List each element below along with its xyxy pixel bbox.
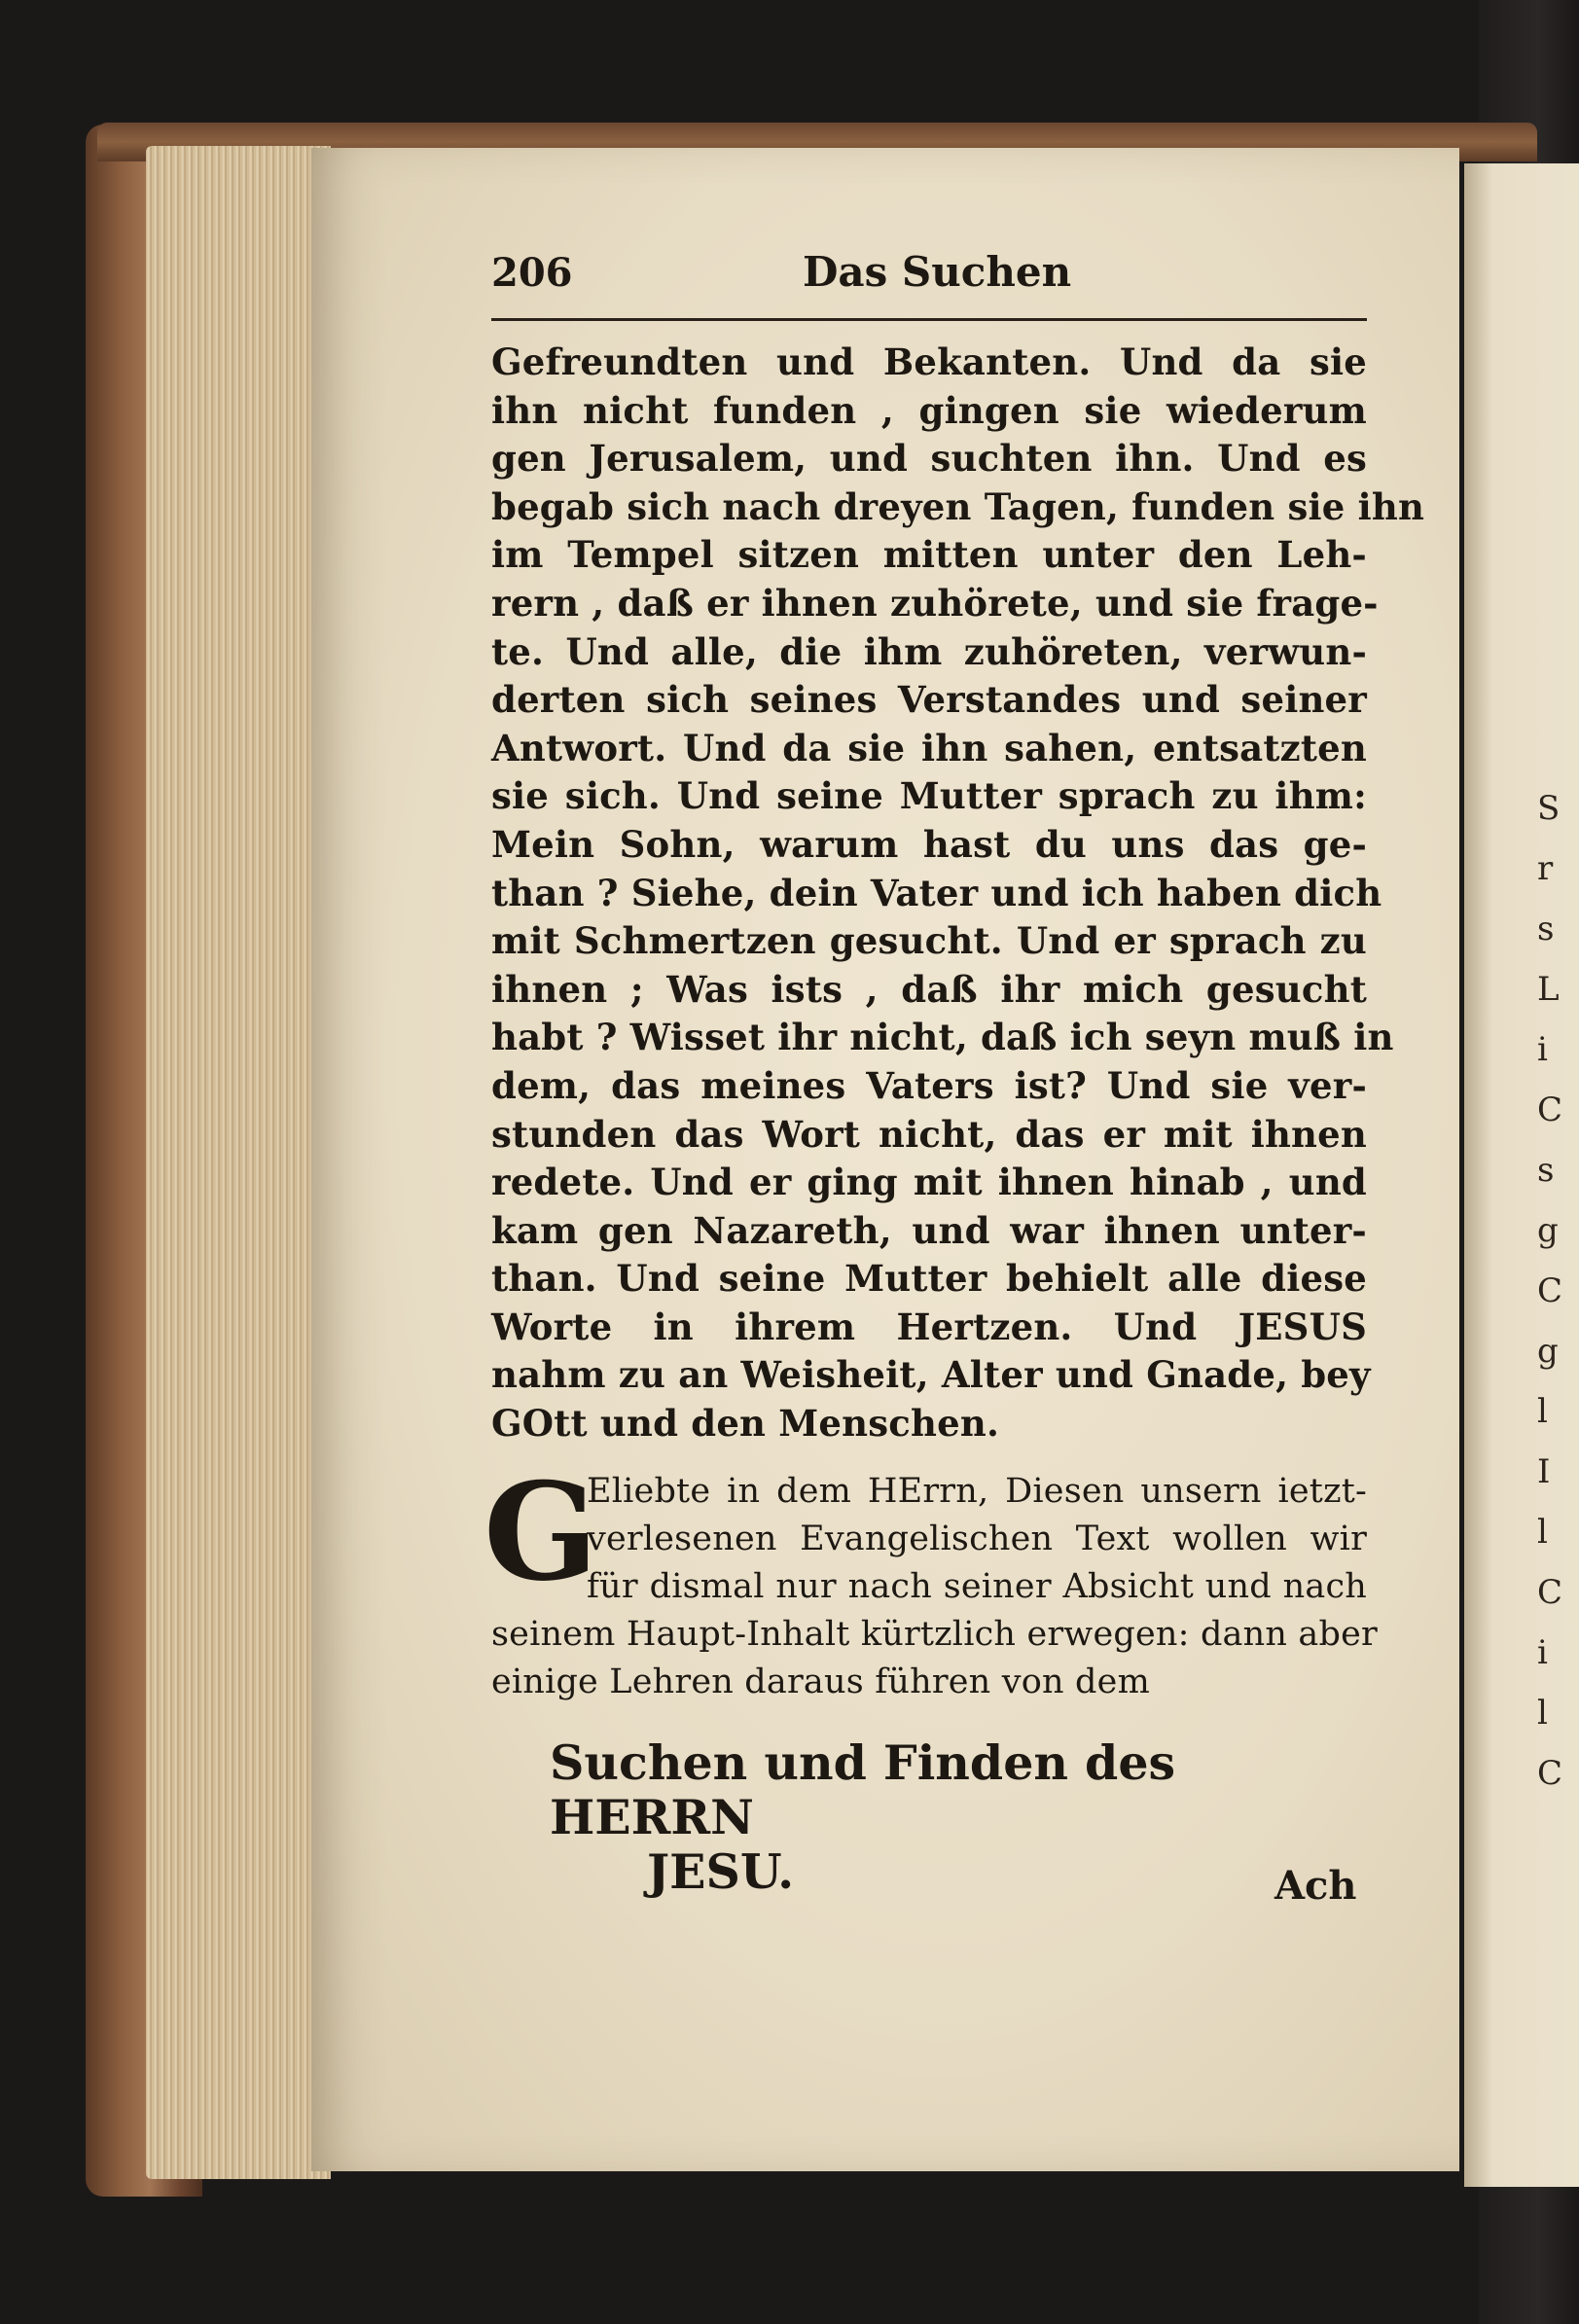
fragment-glyph: l	[1537, 1392, 1548, 1431]
text-line: habt ? Wisset ihr nicht, daß ich seyn muß in	[491, 1016, 1394, 1059]
sermon-line: einige Lehren daraus führen von dem	[491, 1662, 1150, 1701]
running-title: Das Suchen	[803, 248, 1072, 296]
text-line: derten sich seines Verstandes und seiner	[491, 678, 1367, 722]
drop-initial: G	[484, 1451, 598, 1611]
page-block-edges	[146, 146, 331, 2179]
fragment-glyph: l	[1537, 1694, 1548, 1733]
text-line: Gefreundten und Bekanten. Und da sie	[491, 340, 1367, 383]
facing-page-text-fragments	[1537, 778, 1579, 1848]
fragment-glyph: s	[1537, 1151, 1555, 1190]
fragment-glyph: C	[1537, 1573, 1563, 1612]
catchword: Ach	[1274, 1863, 1357, 1909]
sermon-line: für dismal nur nach seiner Absicht und nach	[587, 1566, 1367, 1606]
fragment-glyph: C	[1537, 1754, 1563, 1793]
text-line: than. Und seine Mutter behielt alle diese	[491, 1257, 1367, 1301]
sermon-line: Eliebte in dem HErrn, Diesen unsern ietzt-	[587, 1471, 1367, 1511]
page-header	[491, 248, 1367, 316]
heading-line-2: JESU.	[647, 1842, 795, 1900]
text-line: ihn nicht funden , gingen sie wiederum	[491, 388, 1367, 432]
text-line: kam gen Nazareth, und war ihnen unter-	[491, 1208, 1367, 1252]
text-line: gen Jerusalem, und suchten ihn. Und es	[491, 437, 1367, 481]
heading-line-1: Suchen und Finden des HERRN	[550, 1734, 1176, 1845]
text-line: mit Schmertzen gesucht. Und er sprach zu	[491, 919, 1367, 963]
sermon-heading	[491, 1735, 1367, 1899]
text-line: nahm zu an Weisheit, Alter und Gnade, bey	[491, 1353, 1371, 1397]
fragment-glyph: r	[1537, 849, 1554, 888]
text-line: GOtt und den Menschen.	[491, 1402, 1000, 1446]
sermon-line: seinem Haupt-Inhalt kürtzlich erwegen: dann aber	[491, 1614, 1378, 1654]
fragment-glyph: C	[1537, 1090, 1563, 1129]
text-line: dem, das meines Vaters ist? Und sie ver-	[491, 1063, 1367, 1107]
header-rule	[491, 318, 1367, 321]
text-line: te. Und alle, die ihm zuhöreten, verwun-	[491, 629, 1367, 673]
fragment-glyph: i	[1537, 1633, 1548, 1672]
text-line: redete. Und er ging mit ihnen hinab , und	[491, 1161, 1367, 1204]
text-line: ihnen ; Was ists , daß ihr mich gesucht	[491, 967, 1367, 1011]
text-line: than ? Siehe, dein Vater und ich haben dich	[491, 871, 1382, 914]
fragment-glyph: S	[1537, 789, 1561, 828]
text-line: Mein Sohn, warum hast du uns das ge-	[491, 822, 1367, 866]
text-line: im Tempel sitzen mitten unter den Leh-	[491, 533, 1367, 577]
page-text-block	[484, 248, 1425, 1900]
fragment-glyph: g	[1537, 1211, 1559, 1250]
sermon-opening	[484, 1451, 1378, 1706]
text-line: Antwort. Und da sie ihn sahen, entsatzten	[491, 726, 1367, 769]
fragment-glyph: C	[1537, 1271, 1563, 1310]
text-line: begab sich nach dreyen Tagen, funden sie ihn	[491, 484, 1425, 528]
fragment-glyph: g	[1537, 1332, 1559, 1371]
fragment-glyph: I	[1537, 1452, 1551, 1491]
fragment-glyph: i	[1537, 1030, 1548, 1069]
fragment-glyph: l	[1537, 1513, 1548, 1552]
fragment-glyph: s	[1537, 910, 1555, 948]
sermon-line: verlesenen Evangelischen Text wollen wir	[587, 1519, 1367, 1558]
fragment-glyph: L	[1537, 970, 1560, 1009]
gospel-text	[491, 339, 1425, 1448]
text-line: Worte in ihrem Hertzen. Und JESUS	[491, 1305, 1367, 1348]
page-number: 206	[491, 250, 573, 296]
text-line: sie sich. Und seine Mutter sprach zu ihm:	[491, 774, 1367, 818]
text-line: stunden das Wort nicht, das er mit ihnen	[491, 1112, 1367, 1156]
text-line: rern , daß er ihnen zuhörete, und sie frage-	[491, 581, 1379, 625]
